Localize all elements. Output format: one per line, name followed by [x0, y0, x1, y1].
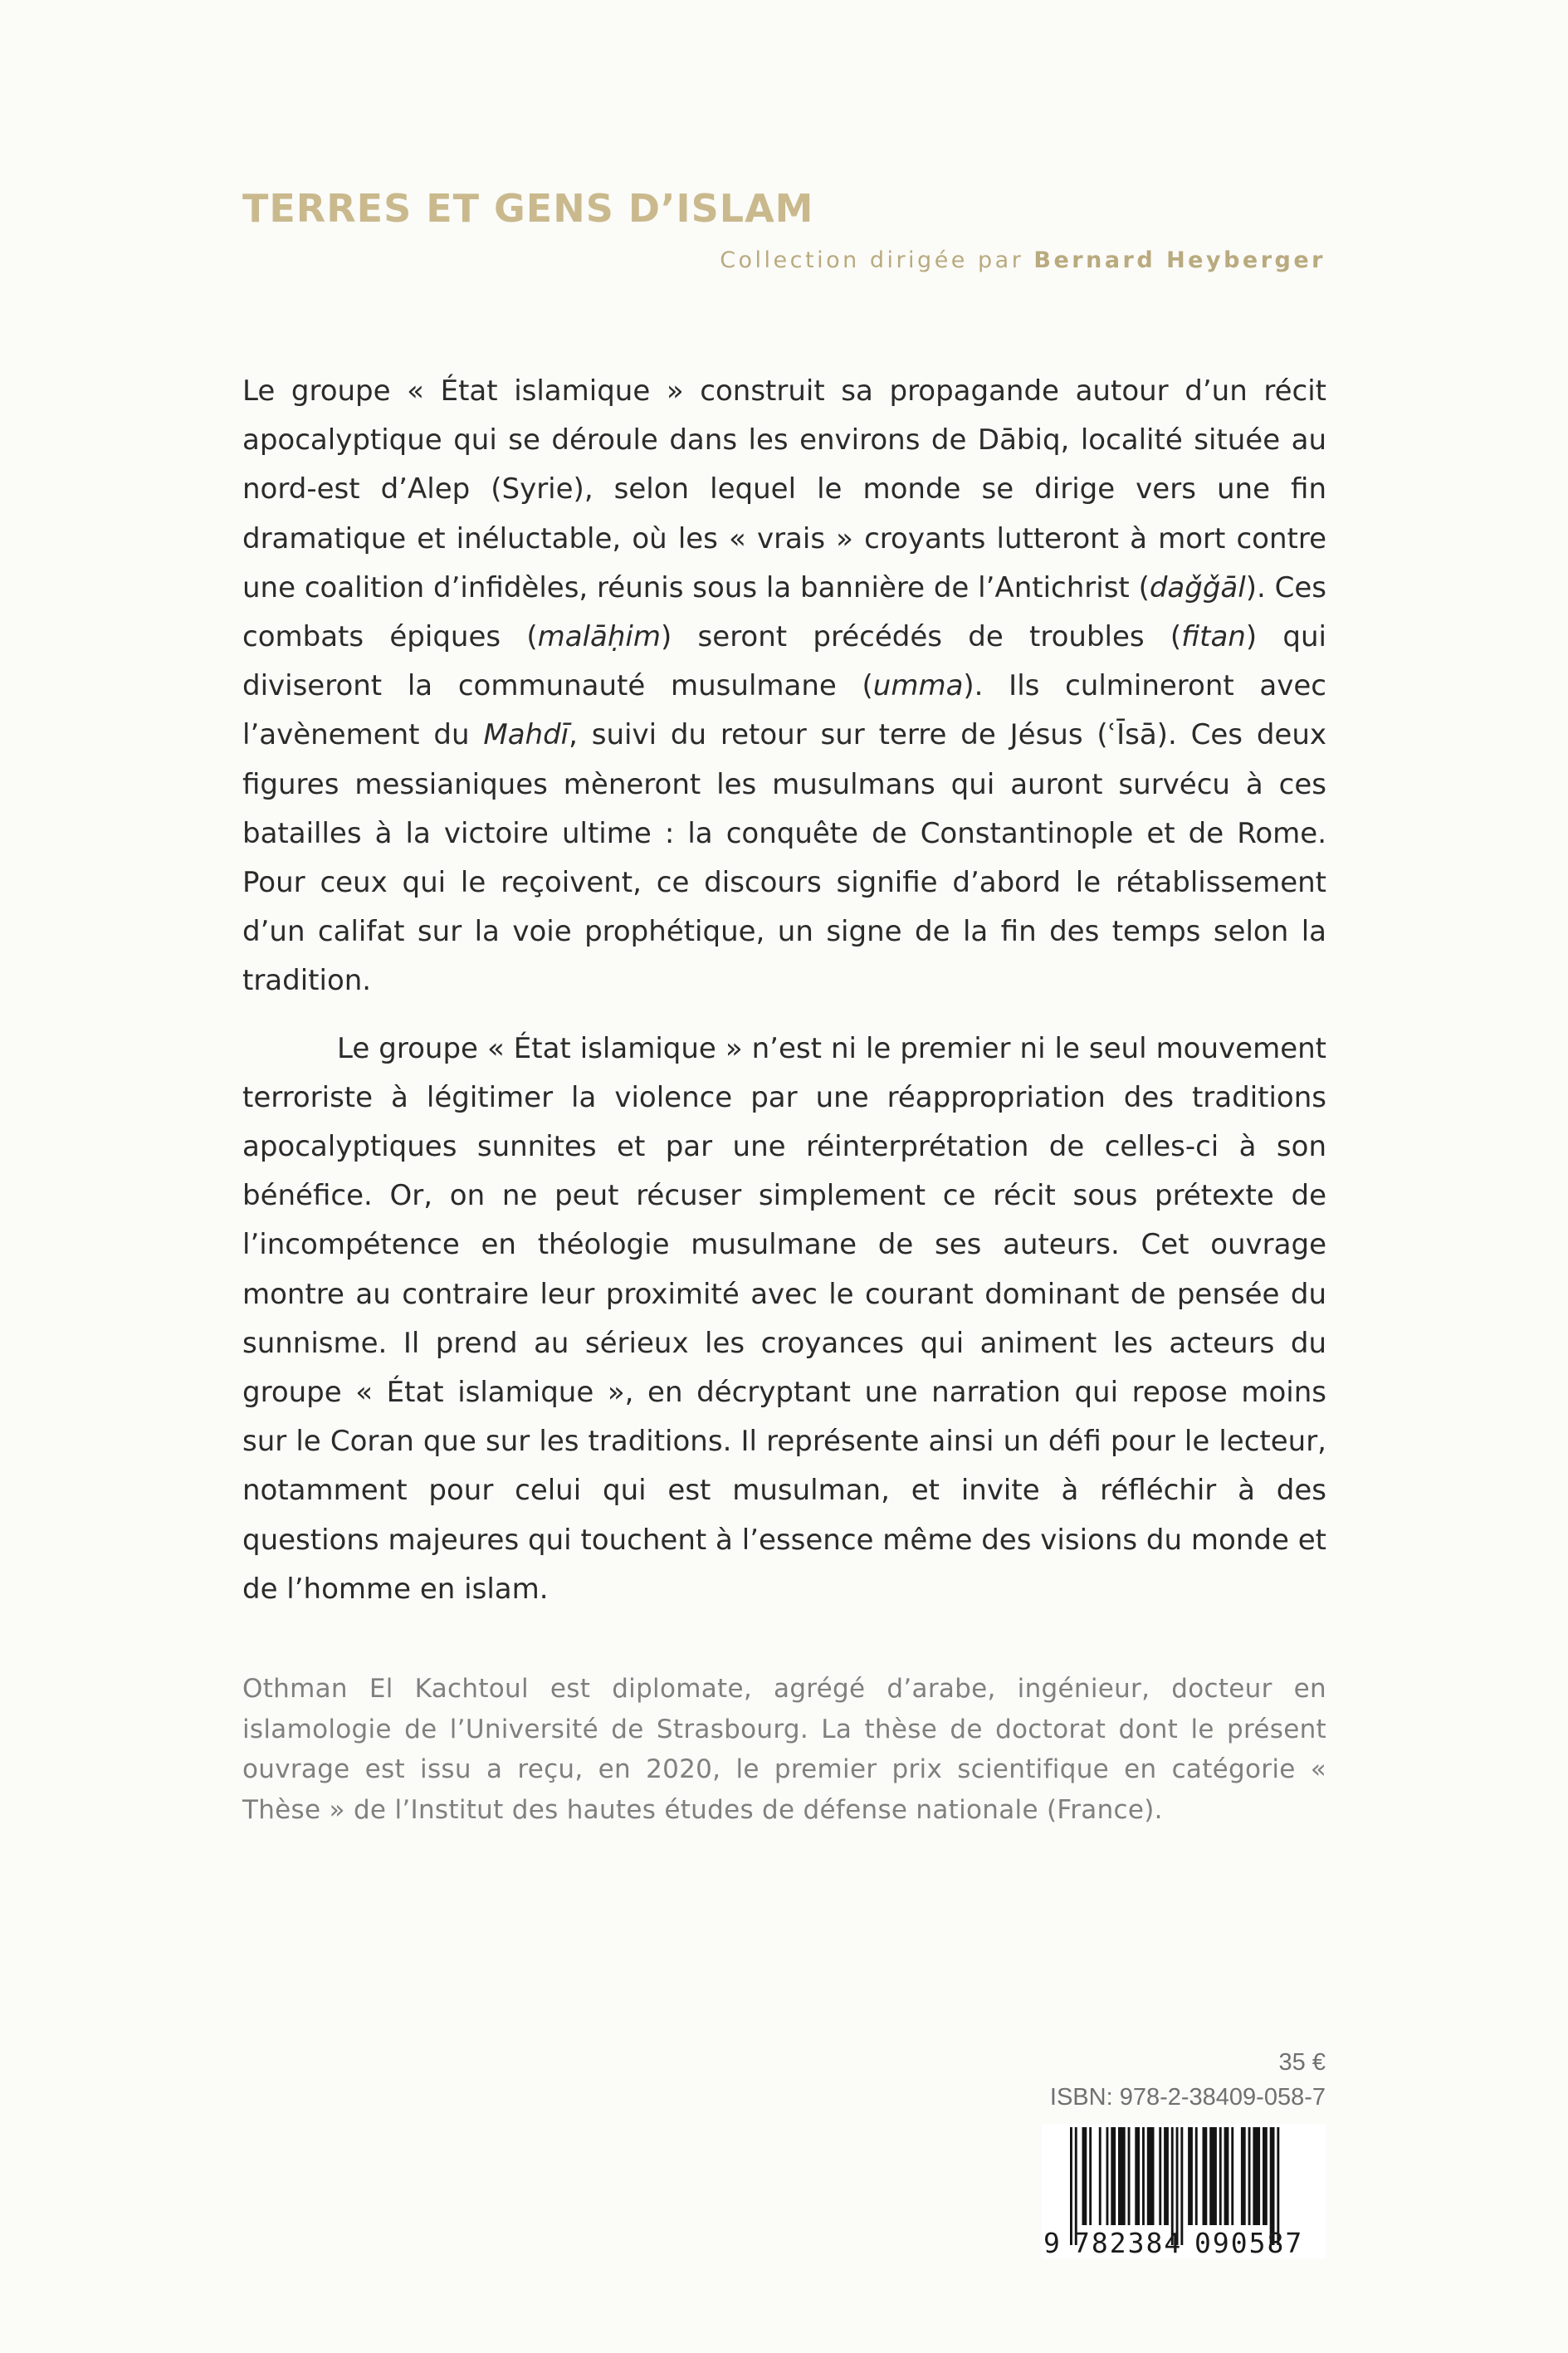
text-run: , suivi du retour sur terre de Jésus (ʿĪsā). Ces deux figures messianiques mèneront les musulmans qui auront survécu à ces batailles à la victoire ultime : la conquête de Constantinople et de Rome. Pour ceux qui le reçoivent, ce discours signifie d’abord le rétablissement d’un califat sur la voie prophétique, un signe de la fin des temps selon la tradition. [242, 718, 1326, 998]
collection-prefix: Collection dirigée par [720, 247, 1024, 273]
series-title: TERRES ET GENS D’ISLAM [242, 186, 814, 231]
barcode-digits [1042, 2124, 1326, 2258]
italic-term: fitan [1181, 620, 1246, 654]
italic-term: Mahdī [483, 718, 569, 752]
text-run: ) seront précédés de troubles ( [661, 620, 1182, 654]
price: 35 € [1278, 2049, 1326, 2076]
blurb-paragraph-2: Le groupe « État islamique » n’est ni le premier ni le seul mouvement terroriste à légitimer la violence par une réappropriation des traditions apocalyptiques sunnites et par une réinterprétation de celles-ci à son bénéfice. Or, on ne peut récuser simplement ce récit sous prétexte de l’incompétence en théologie musulmane de ses auteurs. Cet ouvrage montre au contraire leur proximité avec le courant dominant de pensée du sunnisme. Il prend au sérieux les croyances qui animent les acteurs du groupe « État islamique », en décryptant une narration qui repose moins sur le Coran que sur les traditions. Il représente ainsi un défi pour le lecteur, notamment pour celui qui est musulman, et invite à réfléchir à des questions majeures qui touchent à l’essence même des visions du monde et de l’homme en islam. [242, 1031, 1326, 1606]
text-run: ). Ces combats épiques ( [242, 570, 1326, 654]
author-bio: Othman El Kachtoul est diplomate, agrégé d’arabe, ingénieur, docteur en islamologie de l’Université de Strasbourg. La thèse de doctorat dont le présent ouvrage est issu a reçu, en 2020, le premier prix scientifique en catégorie « Thèse » de l’Institut des hautes études de défense nationale (France). [242, 1674, 1326, 1825]
italic-term: umma [872, 669, 964, 703]
italic-term: daǧǧāl [1149, 570, 1246, 604]
italic-term: malāḥim [537, 620, 661, 654]
back-cover-blurb [242, 367, 1326, 1614]
barcode [1042, 2124, 1326, 2258]
text-run: Le groupe « État islamique » construit sa propagande autour d’un récit apocalyptique qui se déroule dans les environs de Dābiq, localité située au nord-est d’Alep (Syrie), selon lequel le monde se dirige vers une fin dramatique et inéluctable, où les « vrais » croyants lutteront à mort contre une coalition d’infidèles, réunis sous la bannière de l’Antichrist ( [242, 374, 1326, 604]
barcode-digits-left: 782384 [1073, 2227, 1183, 2259]
barcode-digit-first: 9 [1043, 2227, 1060, 2259]
blurb-paragraph-1 [242, 367, 1326, 1006]
collection-director: Bernard Heyberger [1033, 247, 1326, 273]
collection-line [720, 247, 1326, 273]
isbn: ISBN: 978-2-38409-058-7 [1049, 2084, 1326, 2111]
text-run: ). Ils culmineront avec l’avènement du [242, 669, 1326, 752]
barcode-digits-right: 090587 [1194, 2227, 1304, 2259]
text-run: ) qui diviseront la communauté musulmane ( [242, 620, 1326, 703]
